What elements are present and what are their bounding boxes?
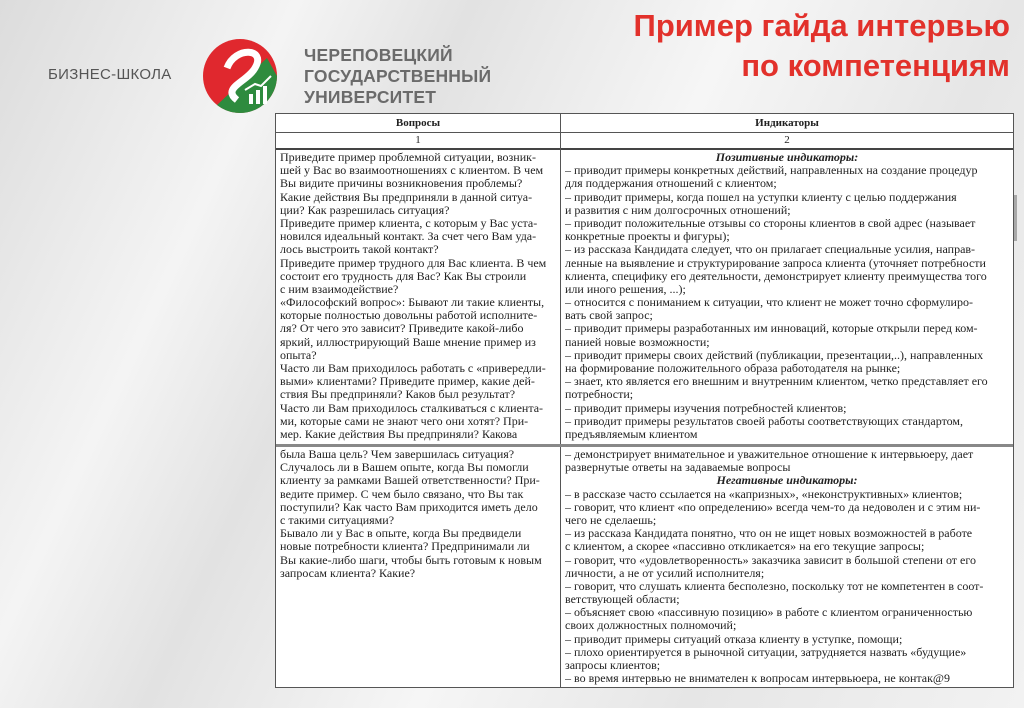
- text-line: выми» клиентами? Приведите пример, какие дей-: [280, 374, 535, 389]
- positive-indicators-continued: [565, 448, 1009, 474]
- text-line: – приводит примеры изучения потребностей клиентов;: [565, 400, 847, 415]
- text-line: поступили? Как часто Вам приходится иметь дело: [280, 499, 538, 514]
- text-line: Приведите пример клиента, с которым у Вас уста-: [280, 215, 538, 230]
- text-line: ля? От чего это зависит? Приведите какой-либо: [280, 321, 524, 336]
- column-divider: [560, 114, 561, 687]
- text-line: Часто ли Вам приходилось работать с «привередли-: [280, 361, 546, 375]
- text-line: Вы какие-либо шаги, чтобы быть готовым к новым: [280, 552, 542, 567]
- text-line: – приводит примеры конкретных действий, направленных на создание процедур: [565, 163, 978, 178]
- column-header-questions: Вопросы: [276, 114, 561, 132]
- slide-title-line: Пример гайда интервью: [633, 8, 1010, 43]
- indicators-top-cell: [565, 151, 1009, 441]
- text-line: с ним взаимодействие?: [280, 281, 399, 296]
- business-school-label: БИЗНЕС-ШКОЛА: [48, 66, 172, 83]
- text-line: шей у Вас во взаимоотношениях с клиентом. В чем: [280, 163, 544, 178]
- text-line: яркий, иллюстрирующий Ваше мнение пример из: [280, 334, 536, 349]
- text-line: ветствующей области;: [565, 592, 680, 607]
- table-number-row: [276, 132, 1013, 150]
- text-line: мер. Какие действия Вы предприняли? Какова: [280, 426, 518, 441]
- text-line: Вы видите причины возникновения проблемы?: [280, 176, 523, 191]
- column-header-indicators: Индикаторы: [755, 117, 819, 129]
- university-name: [304, 45, 491, 108]
- text-line: вать свой запрос;: [565, 308, 653, 323]
- text-line: клиенту за рамками Вашей ответственности? При-: [280, 473, 540, 488]
- text-line: – в рассказе часто ссылается на «капризных», «неконструктивных» клиентов;: [565, 486, 963, 501]
- text-line: с такими ситуациями?: [280, 512, 395, 527]
- text-line: потребности;: [565, 387, 634, 402]
- university-name-line: УНИВЕРСИТЕТ: [304, 87, 437, 107]
- text-line: была Ваша цель? Чем завершилась ситуация?: [280, 448, 515, 461]
- text-line: – приводит примеры ситуаций отказа клиенту в уступке, помощи;: [565, 631, 903, 646]
- text-line: новился идеальный контакт. За счет чего Вам уда-: [280, 229, 537, 244]
- indicators-bottom-cell: [565, 448, 1009, 685]
- text-line: – приводит примеры своих действий (публикации, презентации,..), направленных: [565, 347, 984, 362]
- text-line: ствия Вы предприняли? Каков был результат?: [280, 387, 516, 402]
- text-line: – приводит положительные отзывы со стороны клиентов в свой адрес (называет: [565, 215, 976, 230]
- text-line: – говорит, что клиент «по определению» всегда чем-то да недоволен и с этим ни-: [565, 499, 981, 514]
- negative-indicators-list: [565, 488, 1009, 686]
- positive-indicators-list: [565, 164, 1009, 441]
- text-line: новые потребности клиента? Предпринимали ли: [280, 539, 530, 554]
- interview-guide-table: [275, 113, 1014, 688]
- text-line: конкретные проекты и фигуры);: [565, 229, 730, 244]
- text-line: – приводит примеры результатов своей работы соответствующих стандартом,: [565, 413, 964, 428]
- text-line: для поддержания отношений с клиентом;: [565, 176, 777, 191]
- text-line: ции? Как разрешилась ситуация?: [280, 202, 450, 217]
- text-line: которые полностью довольны работой исполните-: [280, 308, 538, 323]
- text-line: ленные на выявление и структурирование запроса клиента (уточняет потребности: [565, 255, 986, 270]
- text-line: клиента, специфику его деятельности, демонстрирует клиенту преимущества того: [565, 268, 987, 283]
- text-line: запросы клиентов;: [565, 658, 661, 672]
- text-line: Часто ли Вам приходилось сталкиваться с клиента-: [280, 400, 544, 415]
- questions-bottom-cell: [280, 448, 558, 580]
- text-line: опыта?: [280, 347, 317, 362]
- text-line: – объясняет свою «пассивную позицию» в работе с клиентом ограниченностью: [565, 605, 973, 620]
- text-line: личности, а не от усилий исполнителя;: [565, 565, 765, 580]
- university-name-line: ГОСУДАРСТВЕННЫЙ: [304, 66, 492, 86]
- text-line: чего не сделаешь;: [565, 512, 657, 527]
- text-line: Какие действия Вы предприняли в данной ситуа-: [280, 189, 533, 204]
- text-line: предъявляемым клиентом: [565, 426, 698, 441]
- table-header-row: [276, 114, 1013, 133]
- text-line: – демонстрирует внимательное и уважительное отношение к интервьюеру, дает: [565, 448, 974, 461]
- page-split-divider: [276, 444, 1013, 447]
- column-number-1: 1: [276, 132, 561, 148]
- negative-indicators-heading: Негативные индикаторы:: [716, 473, 858, 488]
- text-line: – приводит примеры разработанных им инноваций, которые открыли перед ком-: [565, 321, 978, 336]
- university-logo-icon: [197, 38, 283, 114]
- university-name-line: ЧЕРЕПОВЕЦКИЙ: [304, 45, 453, 65]
- text-line: – во время интервью не внимателен к вопросам интервьюера, не контак@9: [565, 671, 950, 686]
- text-line: – плохо ориентируется в рыночной ситуации, затрудняется назвать «будущие»: [565, 644, 967, 659]
- text-line: ведите пример. С чем было связано, что Вы так: [280, 486, 524, 501]
- text-line: состоит его трудность для Вас? Как Вы строили: [280, 268, 527, 283]
- text-line: – знает, кто является его внешним и внутренним клиентом, четко представляет его: [565, 374, 988, 389]
- text-line: Приведите пример трудного для Вас клиента. В чем: [280, 255, 547, 270]
- text-line: и развития с ним долгосрочных отношений;: [565, 202, 791, 217]
- text-line: Бывало ли у Вас в опыте, когда Вы предвидели: [280, 526, 522, 541]
- text-line: панией новые возможности;: [565, 334, 710, 349]
- questions-top-cell: [280, 151, 558, 441]
- text-line: или иного решения, ...);: [565, 281, 686, 296]
- text-line: – приводит примеры, когда пошел на уступки клиенту с целью поддержания: [565, 189, 957, 204]
- text-line: – из рассказа Кандидата следует, что он прилагает специальные усилия, направ-: [565, 242, 976, 257]
- text-line: Приведите пример проблемной ситуации, возник-: [280, 151, 536, 164]
- text-line: своих должностных полномочий;: [565, 618, 737, 633]
- text-line: – из рассказа Кандидата понятно, что он не ищет новых возможностей в работе: [565, 526, 973, 541]
- text-line: ми, которые сами не знают чего они хотят? При-: [280, 413, 529, 428]
- text-line: лось выстроить такой контакт?: [280, 242, 439, 257]
- text-line: – говорит, что слушать клиента бесполезно, поскольку тот не компетентен в соот-: [565, 578, 984, 593]
- text-line: Случалось ли в Вашем опыте, когда Вы помогли: [280, 460, 529, 475]
- text-line: запросам клиента? Какие?: [280, 565, 416, 580]
- slide-title: [634, 6, 1010, 86]
- positive-indicators-heading: Позитивные индикаторы:: [715, 151, 859, 164]
- text-line: с клиентом, а скорее «пассивно откликается» на его текущие запросы;: [565, 539, 925, 554]
- slide-title-line: по компетенциям: [741, 48, 1010, 83]
- column-number-2: 2: [784, 134, 790, 146]
- text-line: «Философский вопрос»: Бывают ли такие клиенты,: [280, 295, 545, 310]
- text-line: развернутые ответы на задаваемые вопросы: [565, 460, 791, 475]
- text-line: на формирование положительного образа работодателя на рынке;: [565, 361, 901, 375]
- text-line: – говорит, что «удовлетворенность» заказчика зависит в большой степени от его: [565, 552, 976, 567]
- text-line: – относится с пониманием к ситуации, что клиент не может точно сформулиро-: [565, 295, 973, 310]
